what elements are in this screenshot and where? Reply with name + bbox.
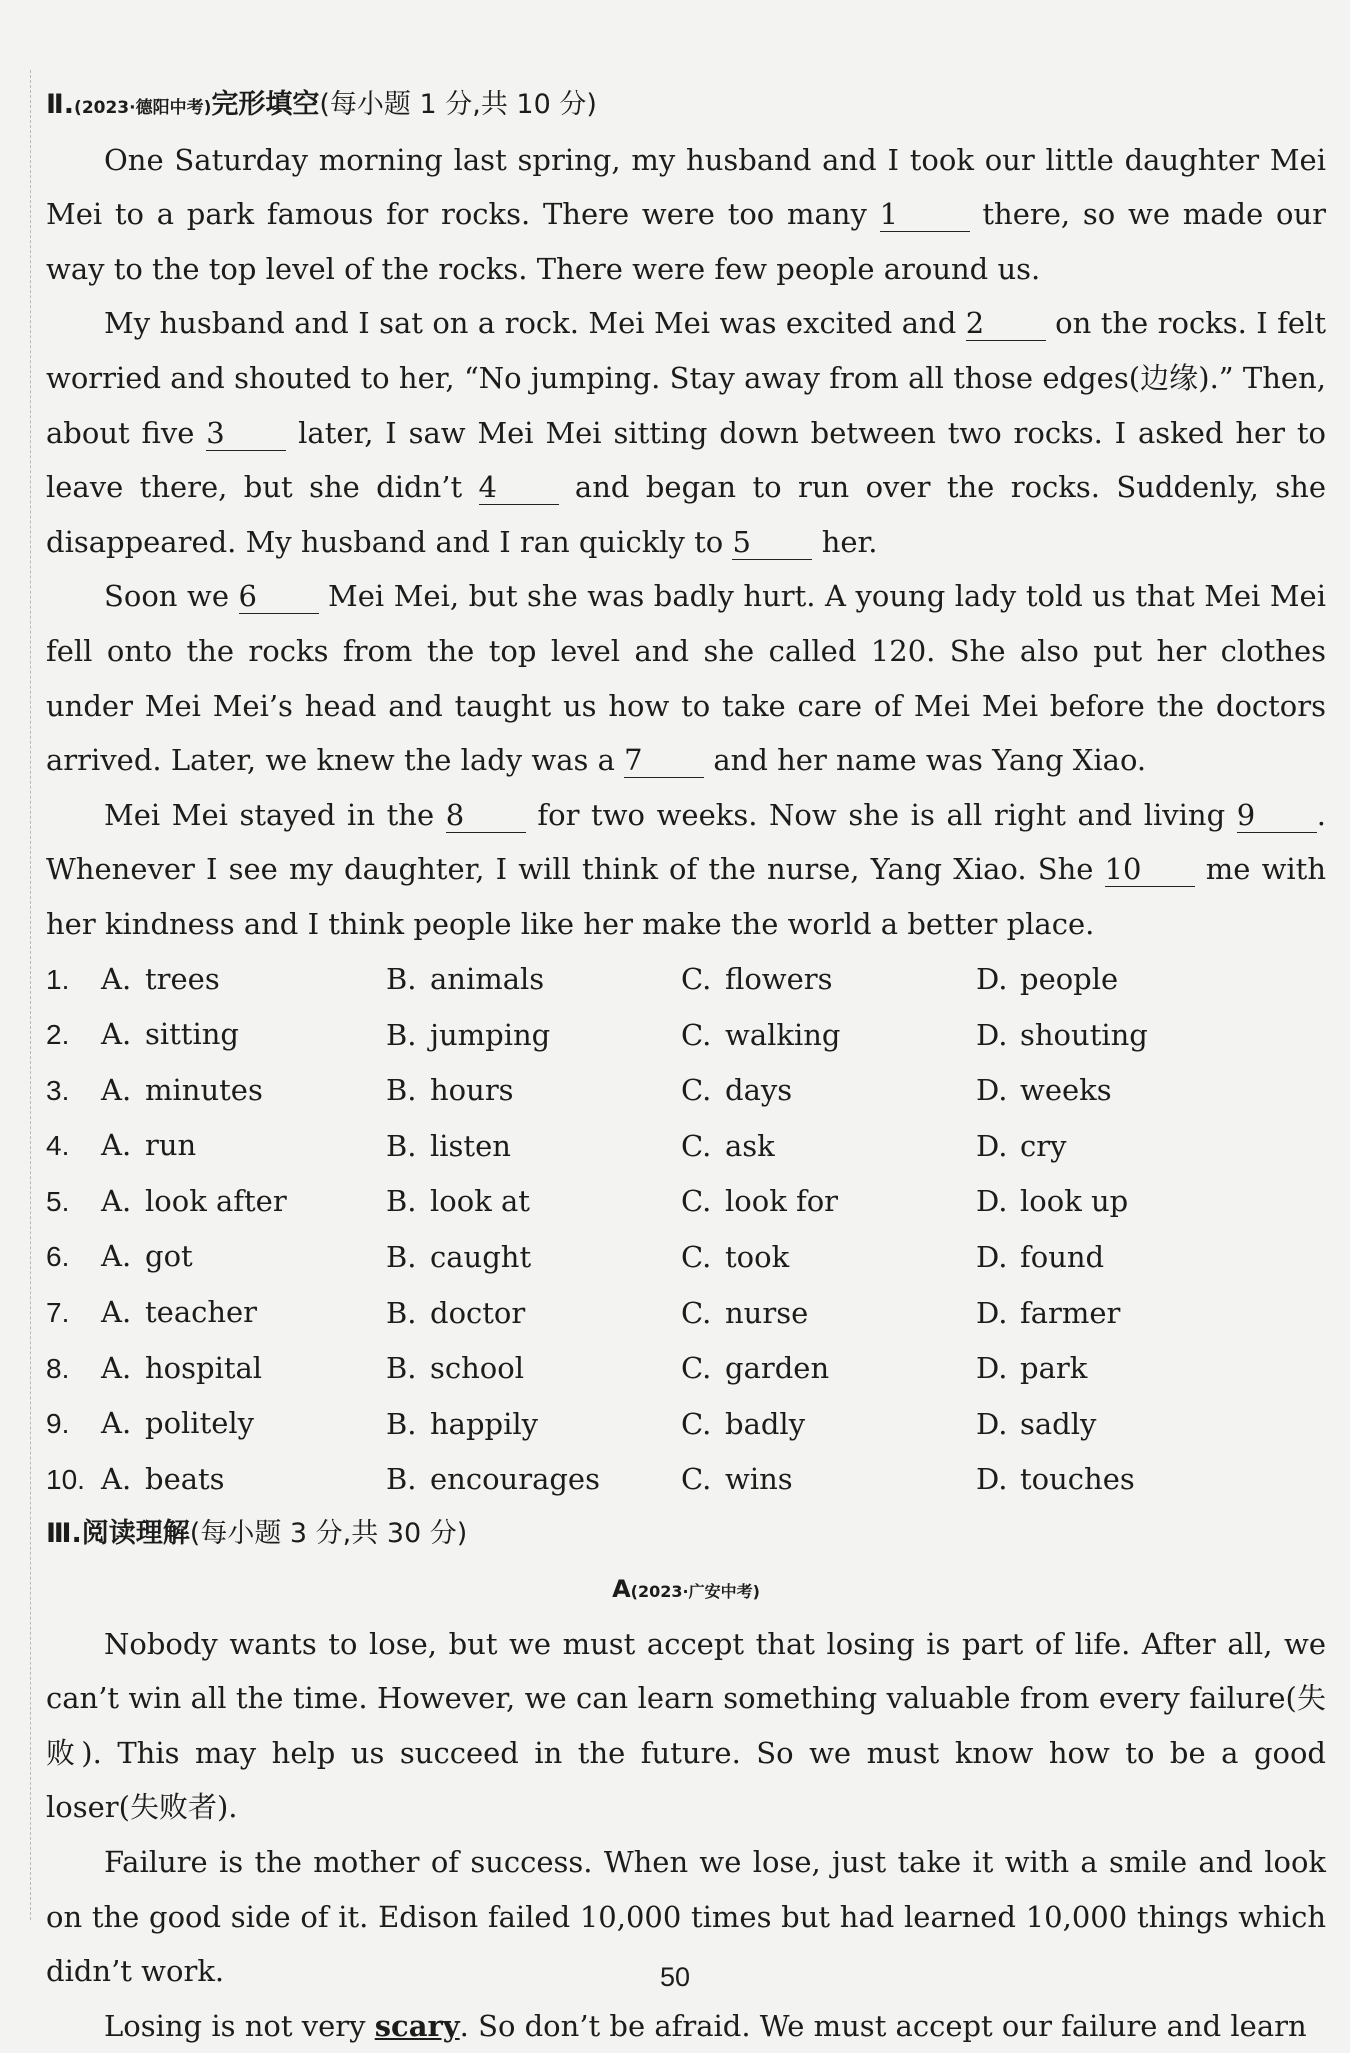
option-text: garden bbox=[725, 1351, 830, 1386]
passage-a-source: (2023·广安中考) bbox=[630, 1582, 760, 1602]
option-a bbox=[46, 1341, 386, 1397]
cloze-text: . Whenever I see my daughter, I will think of the nurse, Yang Xiao. She bbox=[46, 797, 1326, 887]
option-text: sadly bbox=[1020, 1406, 1097, 1441]
option-text: look after bbox=[145, 1183, 287, 1218]
question-number: 2. bbox=[46, 1019, 70, 1051]
passage-text: Losing is not very bbox=[104, 2008, 375, 2043]
option-row bbox=[46, 1007, 1316, 1063]
section-3-heading bbox=[46, 1507, 1326, 1562]
blank-7: 7 bbox=[624, 743, 704, 778]
option-text: hospital bbox=[145, 1350, 263, 1385]
page-content bbox=[46, 78, 1326, 2053]
option-letter: D. bbox=[976, 1295, 1008, 1330]
option-text: flowers bbox=[725, 962, 833, 996]
section-2-source: (2023·德阳中考) bbox=[74, 98, 212, 118]
option-a bbox=[46, 1229, 386, 1285]
option-text: nurse bbox=[725, 1295, 809, 1330]
option-c bbox=[681, 1063, 976, 1119]
option-letter: D. bbox=[976, 1128, 1008, 1163]
option-letter: B. bbox=[386, 1462, 417, 1497]
option-letter: A. bbox=[101, 1183, 132, 1218]
option-b bbox=[386, 1118, 681, 1174]
passage-a-paragraph-3 bbox=[46, 1999, 1326, 2053]
option-text: encourages bbox=[430, 1462, 600, 1497]
question-number: 4. bbox=[46, 1130, 70, 1162]
option-b bbox=[386, 1229, 681, 1285]
cloze-text: Soon we bbox=[104, 579, 239, 614]
option-letter: B. bbox=[386, 1406, 417, 1441]
option-letter: D. bbox=[976, 1351, 1008, 1386]
option-text: farmer bbox=[1020, 1295, 1121, 1330]
option-letter: B. bbox=[386, 962, 417, 996]
option-b bbox=[386, 1341, 681, 1397]
question-number: 6. bbox=[46, 1241, 70, 1273]
section-2-heading bbox=[46, 78, 1326, 133]
option-letter: B. bbox=[386, 1073, 417, 1108]
option-c bbox=[681, 1285, 976, 1341]
option-d bbox=[976, 1229, 1316, 1285]
option-a bbox=[46, 1118, 386, 1174]
option-letter: B. bbox=[386, 1017, 417, 1052]
option-letter: C. bbox=[681, 1351, 712, 1386]
option-letter: C. bbox=[681, 1239, 712, 1274]
option-letter: B. bbox=[386, 1351, 417, 1386]
cloze-paragraph-3 bbox=[46, 569, 1326, 787]
option-letter: C. bbox=[681, 1295, 712, 1330]
binding-margin-line bbox=[30, 70, 31, 1920]
option-c bbox=[681, 1174, 976, 1230]
option-row bbox=[46, 1174, 1316, 1230]
cloze-paragraph-2 bbox=[46, 296, 1326, 569]
option-letter: B. bbox=[386, 1128, 417, 1163]
blank-4: 4 bbox=[479, 470, 559, 505]
option-text: look for bbox=[725, 1184, 839, 1219]
option-text: jumping bbox=[430, 1017, 551, 1052]
cloze-paragraph-1 bbox=[46, 133, 1326, 297]
option-letter: B. bbox=[386, 1295, 417, 1330]
option-letter: A. bbox=[101, 1350, 132, 1385]
question-number: 9. bbox=[46, 1408, 70, 1440]
section-2-numeral: Ⅱ. bbox=[46, 89, 75, 120]
option-letter: D. bbox=[976, 1239, 1008, 1274]
section-3-numeral: Ⅲ. bbox=[46, 1518, 82, 1550]
cloze-text: One Saturday morning last spring, my husband and I took our little daughter Mei Mei to a park famous for rocks. There were too many bbox=[46, 142, 1326, 232]
cloze-text: My husband and I sat on a rock. Mei Mei was excited and bbox=[104, 306, 966, 341]
option-c bbox=[681, 1007, 976, 1063]
option-letter: A. bbox=[101, 1461, 132, 1496]
option-d bbox=[976, 1452, 1316, 1508]
page-number: 50 bbox=[659, 1962, 691, 1992]
option-letter: D. bbox=[976, 962, 1008, 996]
section-2-points: (每小题 1 分,共 10 分) bbox=[319, 89, 597, 120]
passage-a-title bbox=[46, 1562, 1326, 1617]
option-c bbox=[681, 1341, 976, 1397]
option-row bbox=[46, 1285, 1316, 1341]
option-letter: B. bbox=[386, 1184, 417, 1219]
passage-text: . So don’t be afraid. We must accept our failure and learn bbox=[459, 2008, 1307, 2043]
question-number: 5. bbox=[46, 1185, 70, 1217]
cloze-text: there, so we made our way to the top level of the rocks. There were few people around us. bbox=[46, 197, 1327, 286]
option-letter: A. bbox=[101, 961, 132, 996]
option-a bbox=[46, 1007, 386, 1063]
passage-a-letter: A bbox=[612, 1575, 631, 1604]
blank-2: 2 bbox=[966, 306, 1046, 341]
question-number: 7. bbox=[46, 1297, 70, 1329]
cloze-text: me with her kindness and I think people like her make the world a better place. bbox=[46, 852, 1326, 941]
option-letter: C. bbox=[681, 1073, 712, 1108]
option-a bbox=[46, 1285, 386, 1341]
option-letter: C. bbox=[681, 1128, 712, 1163]
option-letter: A. bbox=[101, 1128, 132, 1163]
blank-10: 10 bbox=[1105, 852, 1195, 887]
option-text: took bbox=[725, 1239, 790, 1274]
option-a bbox=[46, 1396, 386, 1452]
cloze-text: her. bbox=[812, 524, 878, 559]
option-text: weeks bbox=[1020, 1073, 1112, 1108]
option-b bbox=[386, 1007, 681, 1063]
option-a bbox=[46, 1063, 386, 1119]
option-c bbox=[681, 1396, 976, 1452]
option-text: days bbox=[725, 1073, 793, 1108]
option-text: look at bbox=[430, 1184, 530, 1219]
option-b bbox=[386, 1285, 681, 1341]
cloze-text: later, I saw Mei Mei sitting down between two rocks. I asked her to leave there, but she didn’t bbox=[46, 415, 1326, 505]
option-letter: B. bbox=[386, 1239, 417, 1274]
cloze-text: and began to run over the rocks. Suddenly, she disappeared. My husband and I ran quickly to bbox=[46, 470, 1326, 559]
option-text: ask bbox=[725, 1128, 775, 1163]
option-row bbox=[46, 952, 1316, 1008]
option-d bbox=[976, 952, 1316, 1008]
option-d bbox=[976, 1174, 1316, 1230]
option-row bbox=[46, 1341, 1316, 1397]
cloze-text: on the rocks. I felt worried and shouted to her, “No jumping. Stay away from all those edges(边缘).” Then, about five bbox=[46, 306, 1326, 450]
option-d bbox=[976, 1007, 1316, 1063]
cloze-text: for two weeks. Now she is all right and living bbox=[525, 797, 1237, 832]
cloze-options-table bbox=[46, 952, 1316, 1508]
option-row bbox=[46, 1396, 1316, 1452]
section-3-points: (每小题 3 分,共 30 分) bbox=[189, 1518, 468, 1550]
option-a bbox=[46, 1174, 386, 1230]
option-a bbox=[46, 1452, 386, 1508]
option-a bbox=[46, 952, 386, 1008]
option-row bbox=[46, 1229, 1316, 1285]
option-letter: D. bbox=[976, 1073, 1008, 1108]
option-b bbox=[386, 1396, 681, 1452]
option-letter: A. bbox=[101, 1295, 132, 1330]
option-letter: A. bbox=[101, 1017, 132, 1052]
option-text: doctor bbox=[430, 1295, 526, 1330]
question-number: 3. bbox=[46, 1074, 70, 1106]
blank-9: 9 bbox=[1237, 798, 1317, 833]
option-c bbox=[681, 1229, 976, 1285]
option-text: found bbox=[1020, 1239, 1105, 1274]
blank-1: 1 bbox=[880, 197, 970, 232]
option-d bbox=[976, 1396, 1316, 1452]
option-text: park bbox=[1020, 1351, 1088, 1386]
option-text: animals bbox=[430, 962, 545, 996]
option-letter: C. bbox=[681, 1017, 712, 1052]
option-text: happily bbox=[430, 1406, 539, 1441]
option-letter: C. bbox=[681, 1184, 712, 1219]
option-text: cry bbox=[1020, 1128, 1067, 1163]
option-b bbox=[386, 1452, 681, 1508]
option-text: beats bbox=[145, 1461, 225, 1496]
blank-5: 5 bbox=[732, 525, 812, 560]
option-text: walking bbox=[725, 1017, 841, 1052]
cloze-text: Mei Mei stayed in the bbox=[104, 797, 446, 832]
option-text: teacher bbox=[145, 1295, 258, 1330]
option-text: politely bbox=[145, 1406, 255, 1441]
option-letter: C. bbox=[681, 962, 712, 996]
cloze-text: Mei Mei, but she was badly hurt. A young lady told us that Mei Mei fell onto the rocks from the top level and she called 120. She also put her clothes under Mei Mei’s head and taught us how to take care of Mei Mei before the doctors arrived. Later, we knew the lady was a bbox=[46, 579, 1326, 778]
option-text: caught bbox=[430, 1239, 532, 1274]
option-letter: A. bbox=[101, 1239, 132, 1274]
option-letter: D. bbox=[976, 1017, 1008, 1052]
section-3-title: 阅读理解 bbox=[81, 1518, 190, 1550]
option-letter: A. bbox=[101, 1072, 132, 1107]
option-text: touches bbox=[1020, 1462, 1135, 1497]
option-text: minutes bbox=[145, 1072, 263, 1107]
option-c bbox=[681, 952, 976, 1008]
option-text: got bbox=[145, 1239, 193, 1274]
option-text: wins bbox=[725, 1462, 793, 1497]
option-text: listen bbox=[430, 1128, 511, 1163]
cloze-paragraph-4 bbox=[46, 788, 1326, 952]
option-text: school bbox=[430, 1351, 524, 1386]
option-text: hours bbox=[430, 1073, 514, 1108]
option-text: sitting bbox=[145, 1017, 239, 1052]
option-letter: A. bbox=[101, 1406, 132, 1441]
option-letter: D. bbox=[976, 1406, 1008, 1441]
option-c bbox=[681, 1118, 976, 1174]
option-text: badly bbox=[725, 1406, 806, 1441]
section-2-title: 完形填空 bbox=[211, 89, 320, 120]
option-text: look up bbox=[1020, 1184, 1129, 1219]
option-letter: C. bbox=[681, 1462, 712, 1497]
option-c bbox=[681, 1452, 976, 1508]
option-b bbox=[386, 1174, 681, 1230]
blank-3: 3 bbox=[206, 416, 286, 451]
passage-a-paragraph-2: Failure is the mother of success. When we lose, just take it with a smile and look on the good side of it. Edison failed 10,000 times but had learned 10,000 things which didn’t work. bbox=[46, 1845, 1326, 1989]
blank-6: 6 bbox=[239, 579, 319, 614]
option-d bbox=[976, 1285, 1316, 1341]
blank-8: 8 bbox=[446, 798, 526, 833]
key-word-scary: scary bbox=[374, 2008, 460, 2043]
option-letter: D. bbox=[976, 1184, 1008, 1219]
option-b bbox=[386, 952, 681, 1008]
cloze-text: and her name was Yang Xiao. bbox=[704, 743, 1147, 778]
option-text: run bbox=[145, 1128, 197, 1163]
option-b bbox=[386, 1063, 681, 1119]
question-number: 1. bbox=[46, 963, 70, 995]
question-number: 8. bbox=[46, 1352, 70, 1384]
option-text: trees bbox=[145, 961, 220, 996]
option-d bbox=[976, 1063, 1316, 1119]
question-number: 10. bbox=[46, 1463, 85, 1495]
option-letter: C. bbox=[681, 1406, 712, 1441]
option-d bbox=[976, 1118, 1316, 1174]
option-row bbox=[46, 1452, 1316, 1508]
option-text: shouting bbox=[1020, 1017, 1148, 1052]
option-row bbox=[46, 1118, 1316, 1174]
option-row bbox=[46, 1063, 1316, 1119]
option-text: people bbox=[1020, 962, 1119, 996]
option-d bbox=[976, 1341, 1316, 1397]
option-letter: D. bbox=[976, 1462, 1008, 1497]
passage-a-paragraph-1: Nobody wants to lose, but we must accept that losing is part of life. After all, we can’t win all the time. However, we can learn something valuable from every failure(失败). This may help us succeed in the future. So we must know how to be a good loser(失败者). bbox=[46, 1626, 1326, 1825]
